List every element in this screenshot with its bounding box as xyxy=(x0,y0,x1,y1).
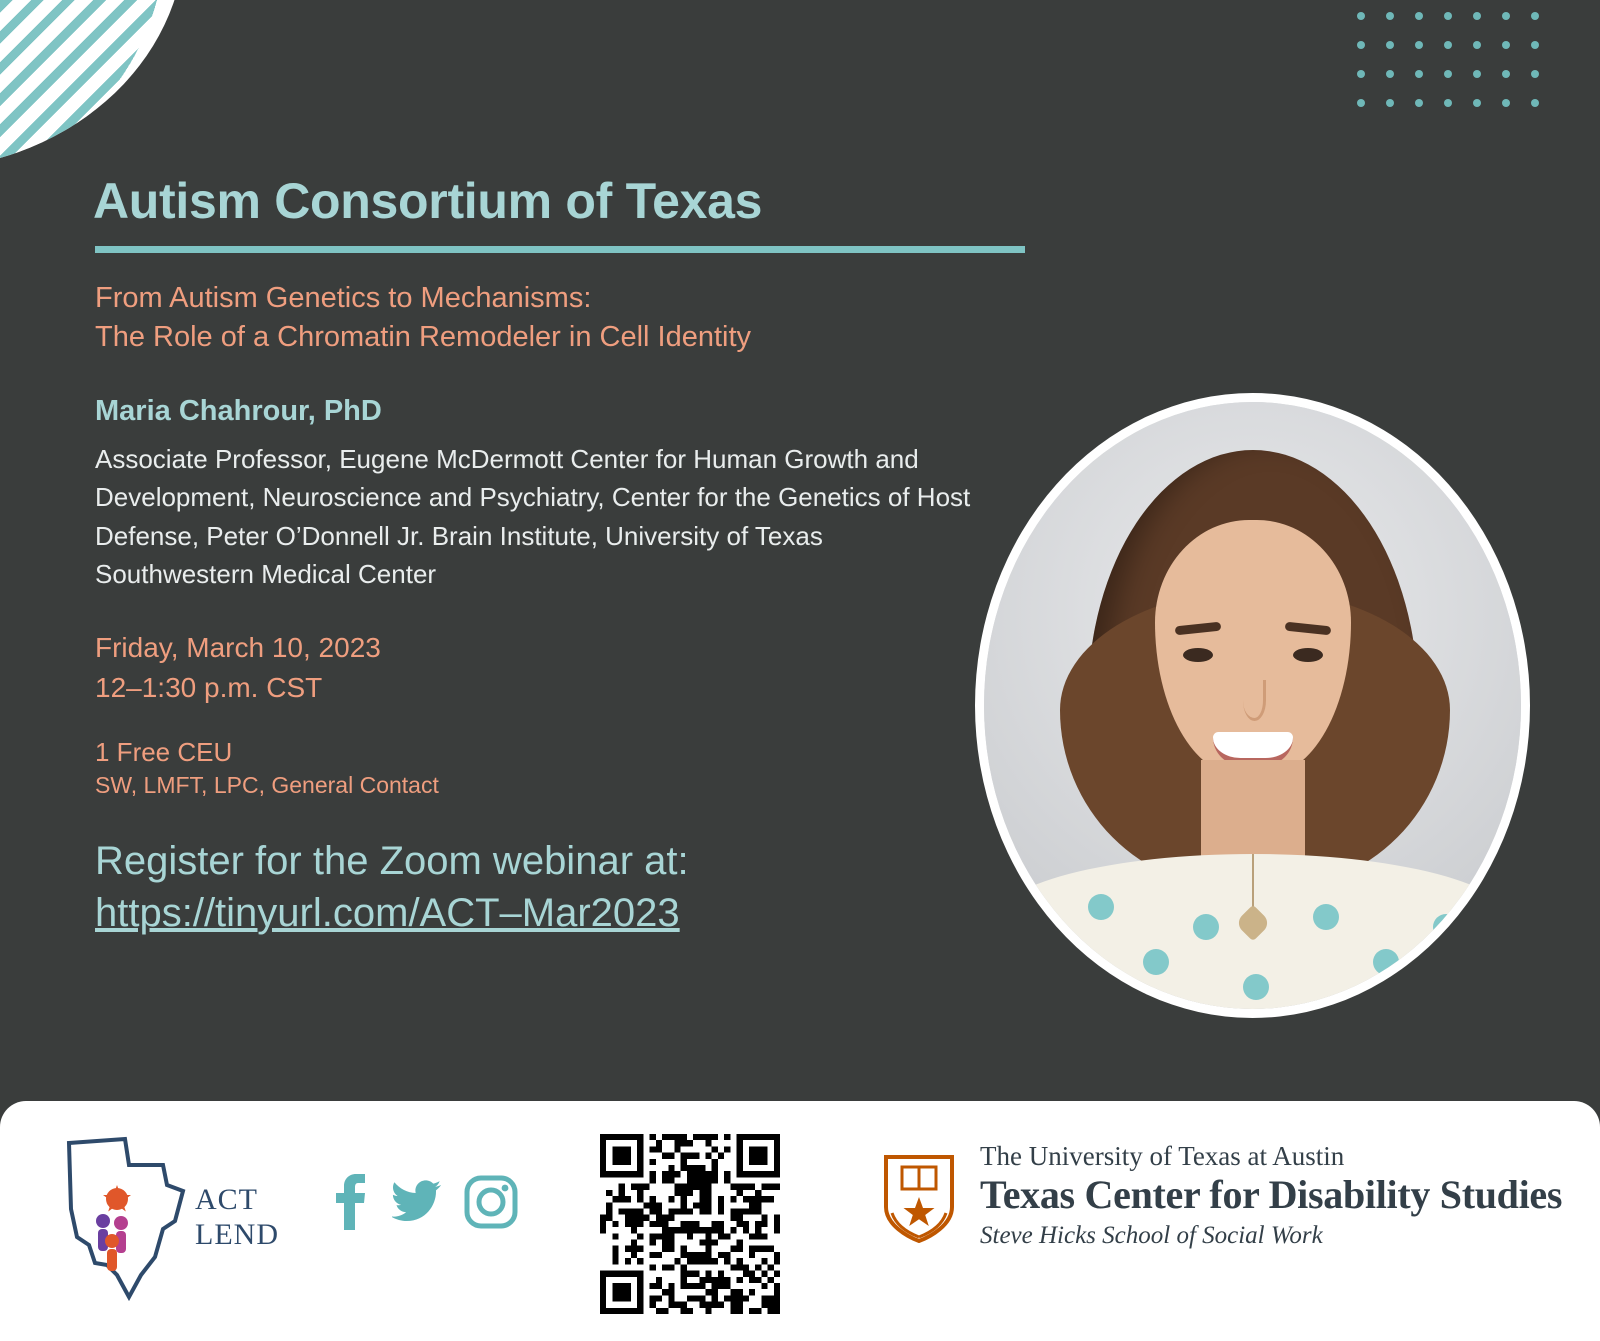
title-underline xyxy=(95,246,1025,253)
portrait-eye-left xyxy=(1183,648,1213,662)
act-lend-line2: LEND xyxy=(195,1217,279,1251)
decorative-dot xyxy=(1415,99,1423,107)
shirt-pattern-dot xyxy=(1373,949,1399,975)
registration-block xyxy=(95,835,973,939)
decorative-dot xyxy=(1357,70,1365,78)
decorative-dot xyxy=(1415,70,1423,78)
portrait-eye-right xyxy=(1293,648,1323,662)
event-datetime xyxy=(95,628,973,709)
act-lend-line1: ACT xyxy=(195,1183,258,1216)
shirt-pattern-dot xyxy=(1433,914,1459,940)
school-name: Steve Hicks School of Social Work xyxy=(980,1222,1323,1250)
shirt-pattern-dot xyxy=(1088,894,1114,920)
dot-grid-decoration xyxy=(1357,12,1560,128)
decorative-dot xyxy=(1415,12,1423,20)
shirt-pattern-dot xyxy=(1243,974,1269,1000)
university-text xyxy=(980,1141,1562,1253)
shirt-pattern-dot xyxy=(1143,949,1169,975)
ut-shield-icon xyxy=(880,1151,958,1243)
instagram-icon[interactable] xyxy=(464,1175,518,1229)
decorative-dot xyxy=(1444,12,1452,20)
decorative-dot xyxy=(1444,70,1452,78)
decorative-dot xyxy=(1531,99,1539,107)
act-lend-label xyxy=(195,1183,279,1252)
social-icons xyxy=(330,1173,518,1231)
talk-subtitle-line2: The Role of a Chromatin Remodeler in Cell Identity xyxy=(95,320,752,353)
decorative-dot xyxy=(1531,41,1539,49)
decorative-dot xyxy=(1502,41,1510,49)
talk-subtitle xyxy=(95,279,973,357)
shirt-pattern-dot xyxy=(1033,924,1059,950)
decorative-dot xyxy=(1502,99,1510,107)
university-logo-block xyxy=(880,1141,1562,1253)
portrait-circle xyxy=(975,393,1530,1018)
event-date: Friday, March 10, 2023 xyxy=(95,631,381,663)
decorative-dot xyxy=(1357,99,1365,107)
decorative-dot xyxy=(1444,99,1452,107)
event-time: 12–1:30 p.m. CST xyxy=(95,672,323,704)
decorative-dot xyxy=(1473,70,1481,78)
facebook-icon[interactable] xyxy=(330,1173,370,1231)
decorative-dot xyxy=(1357,41,1365,49)
shirt-pattern-dot xyxy=(1463,984,1489,1010)
decorative-dot xyxy=(1386,12,1394,20)
decorative-dot xyxy=(1502,70,1510,78)
shirt-pattern-dot xyxy=(1293,1004,1319,1018)
university-name: The University of Texas at Austin xyxy=(980,1141,1345,1171)
footer-bar xyxy=(0,1101,1600,1341)
decorative-dot xyxy=(1386,70,1394,78)
ceu-credit: 1 Free CEU xyxy=(95,736,233,767)
act-lend-logo xyxy=(55,1125,295,1315)
diagonal-stripes xyxy=(0,0,185,170)
decorative-dot xyxy=(1444,41,1452,49)
decorative-dot xyxy=(1531,70,1539,78)
page-title: Autism Consortium of Texas xyxy=(93,173,763,229)
decorative-dot xyxy=(1502,12,1510,20)
qr-code-graphic xyxy=(600,1129,780,1319)
shirt-pattern-dot xyxy=(1313,904,1339,930)
shirt-pattern-dot xyxy=(1063,994,1089,1018)
shirt-pattern-dot xyxy=(1193,914,1219,940)
speaker-name: Maria Chahrour, PhD xyxy=(95,394,382,427)
talk-subtitle-line1: From Autism Genetics to Mechanisms: xyxy=(95,281,592,314)
speaker-affiliation: Associate Professor, Eugene McDermott Center for Human Growth and Development, Neuroscience and Psychiatry, Center for the Genetics of Host Defense, Peter O’Donnell Jr. Brain Institute, University of Texas Southwestern Medical Center xyxy=(95,443,971,590)
decorative-dot xyxy=(1473,41,1481,49)
ceu-credit-detail: SW, LMFT, LPC, General Contact xyxy=(95,771,439,798)
decorative-dot xyxy=(1415,41,1423,49)
speaker-portrait xyxy=(975,393,1530,1018)
decorative-dot xyxy=(1473,12,1481,20)
registration-label: Register for the Zoom webinar at: xyxy=(95,838,689,883)
registration-link[interactable]: https://tinyurl.com/ACT–Mar2023 xyxy=(95,890,680,935)
decorative-dot xyxy=(1473,99,1481,107)
decorative-dot xyxy=(1531,12,1539,20)
texas-outline-icon xyxy=(55,1125,195,1305)
center-name: Texas Center for Disability Studies xyxy=(980,1172,1563,1218)
decorative-dot xyxy=(1386,99,1394,107)
decorative-dot xyxy=(1386,41,1394,49)
portrait-nose xyxy=(1243,680,1266,721)
corner-decoration xyxy=(0,0,185,170)
flyer-content xyxy=(93,175,973,939)
twitter-icon[interactable] xyxy=(392,1177,442,1227)
decorative-dot xyxy=(1357,12,1365,20)
qr-code-icon[interactable] xyxy=(600,1129,780,1319)
